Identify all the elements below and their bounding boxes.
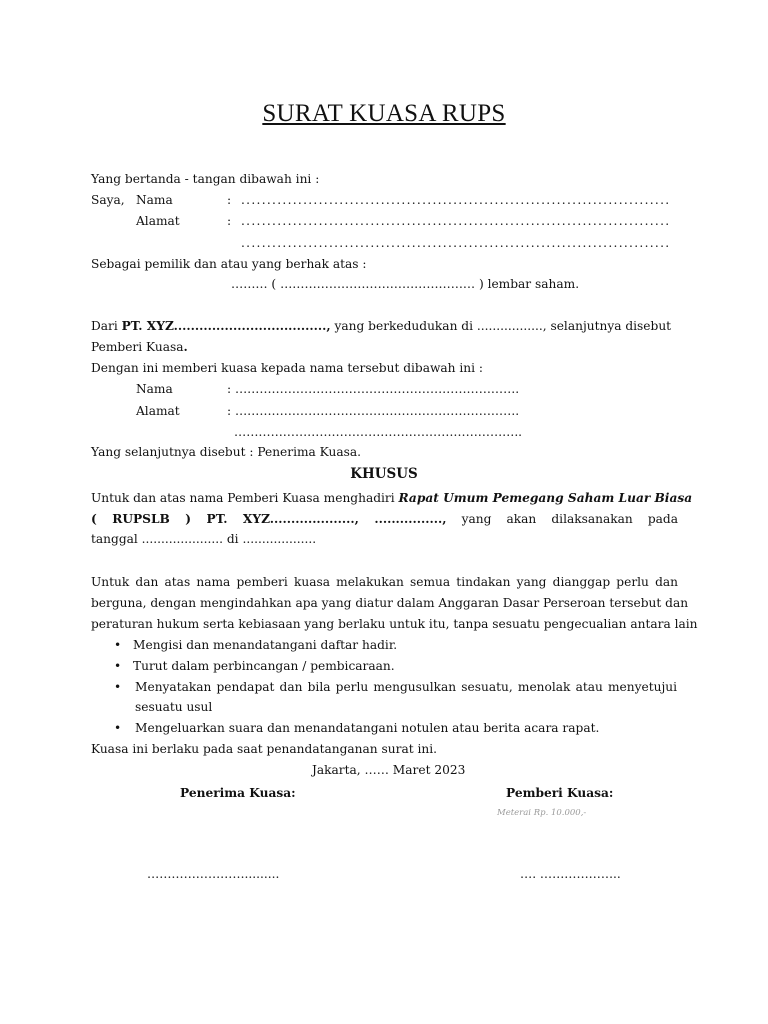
place-date: Jakarta, …… Maret 2023: [312, 763, 466, 777]
grantor-alamat-field-2: ...................................................................................: [241, 236, 671, 250]
rupslb-name: ( RUPSLB ) PT. XYZ...................., ................,: [91, 512, 447, 526]
grantee-alamat-label: Alamat: [136, 404, 180, 418]
para1-line1: [91, 491, 693, 506]
company-line: [91, 319, 671, 334]
giver-label: Pemberi Kuasa:: [506, 786, 614, 800]
grantor-alamat-label: Alamat: [136, 214, 180, 228]
khusus-heading: KHUSUS: [350, 466, 418, 482]
grantor-alamat-colon: :: [227, 214, 232, 228]
company-line-2: [91, 340, 188, 355]
para1-line2: [91, 512, 678, 527]
receiver-label: Penerima Kuasa:: [180, 786, 296, 800]
grantee-note: Yang selanjutnya disebut : Penerima Kuasa.: [91, 445, 362, 459]
bullet-item-1: Mengisi dan menandatangani daftar hadir.: [133, 638, 398, 652]
stamp-duty-note: Meterai Rp. 10.000,-: [497, 808, 587, 818]
para2-line1: Untuk dan atas nama pemberi kuasa melakukan semua tindakan yang dianggap perlu dan: [91, 575, 678, 589]
bullet-item-3: Menyatakan pendapat dan bila perlu mengusulkan sesuatu, menolak atau menyetujui: [135, 680, 677, 694]
bullet-icon: •: [114, 638, 122, 652]
bullet-icon: •: [114, 659, 122, 673]
bullet-icon: •: [114, 721, 122, 735]
para2-line3: peraturan hukum serta kebiasaan yang berlaku untuk itu, tanpa sesuatu pengecualian antara lain: [91, 617, 698, 631]
document-title: SURAT KUASA RUPS: [262, 100, 506, 127]
company-domicile-text: yang berkedudukan di ................., selanjutnya disebut: [330, 319, 672, 333]
grantor-alamat-field: ...................................................................................: [241, 214, 671, 228]
dari-text: Dari: [91, 319, 122, 333]
receiver-signature-line: …………………….........: [147, 867, 280, 881]
grantor-nama-label: Nama: [136, 193, 173, 207]
bullet-item-4: Mengeluarkan suara dan menandatangani notulen atau berita acara rapat.: [135, 721, 600, 735]
grantee-nama-label: Nama: [136, 382, 173, 396]
bullet-icon: •: [114, 680, 122, 694]
pemberi-kuasa-text: Pemberi Kuasa: [91, 340, 184, 354]
validity-text: Kuasa ini berlaku pada saat penandatanganan surat ini.: [91, 742, 437, 756]
grantee-alamat-field-2: ……………………………………………………………..: [234, 425, 523, 439]
bullet-item-2: Turut dalam perbincangan / pembicaraan.: [133, 659, 395, 673]
para1-l2b: yang akan dilaksanakan pada: [446, 512, 678, 526]
grantee-nama-field: : …………………………………………………………….: [227, 382, 520, 396]
grantee-alamat-field: : …………………………………………………………….: [227, 404, 520, 418]
grantor-nama-field: ...................................................................................: [241, 193, 671, 207]
shares-line: ……… ( ………………………………………… ) lembar saham.: [231, 277, 580, 291]
owner-line: Sebagai pemilik dan atau yang berhak atas :: [91, 257, 367, 271]
grantor-nama-colon: :: [227, 193, 232, 207]
giver-signature-line: …. ………………..: [520, 867, 621, 881]
period-text: .: [183, 340, 188, 354]
meeting-name: Rapat Umum Pemegang Saham Luar Biasa: [398, 491, 693, 505]
intro-text: Yang bertanda - tangan dibawah ini :: [91, 172, 320, 186]
grant-intro: Dengan ini memberi kuasa kepada nama tersebut dibawah ini :: [91, 361, 484, 375]
company-name: PT. XYZ....................................,: [121, 319, 331, 333]
para2-line2: berguna, dengan mengindahkan apa yang diatur dalam Anggaran Dasar Perseroan tersebut dan: [91, 596, 689, 610]
saya-label: Saya,: [91, 193, 125, 207]
para1-line3: tanggal ..................... di ...................: [91, 532, 317, 546]
para1-l1a: Untuk dan atas nama Pemberi Kuasa menghadiri: [91, 491, 399, 505]
bullet-item-3-cont: sesuatu usul: [135, 700, 213, 714]
